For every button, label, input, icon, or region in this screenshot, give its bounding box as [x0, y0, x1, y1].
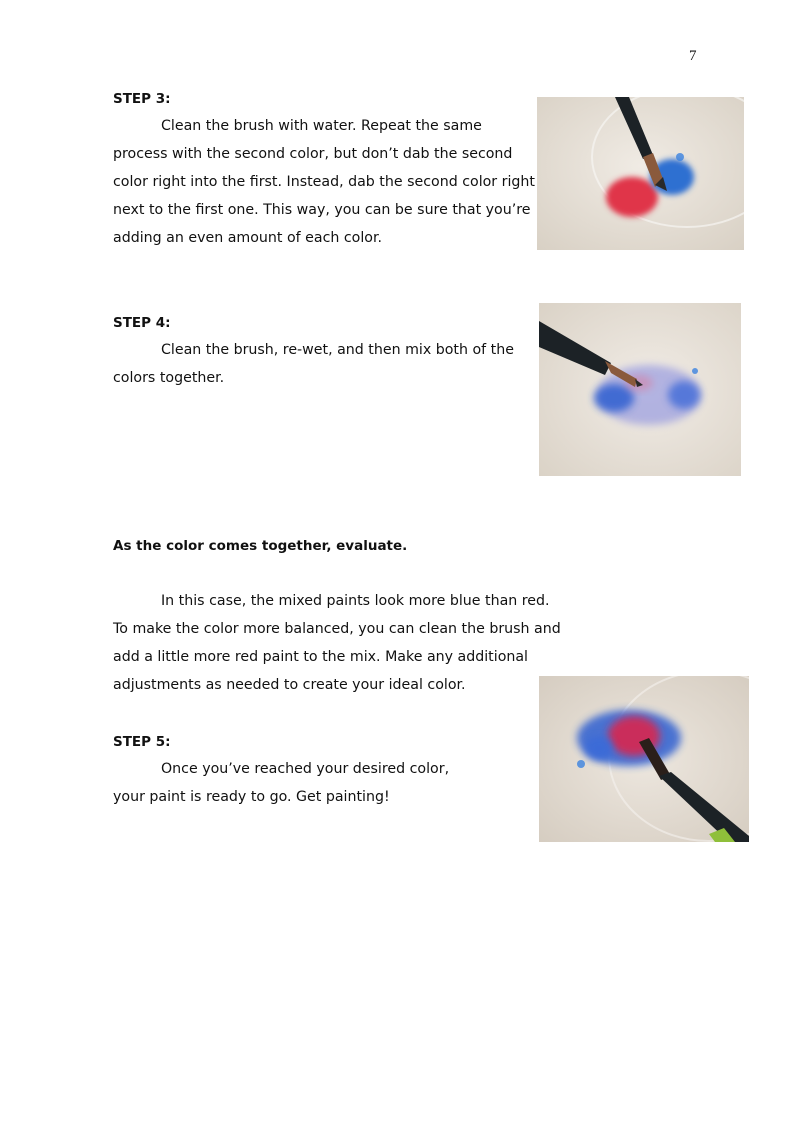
step5-line: Once you’ve reached your desired color,: [161, 761, 450, 777]
step5-line: your paint is ready to go. Get painting!: [113, 789, 390, 805]
step4-line: Clean the brush, re-wet, and then mix both of the: [161, 342, 514, 358]
step5-heading: STEP 5:: [113, 734, 171, 750]
step3-line: Clean the brush with water. Repeat the same: [161, 118, 482, 134]
page-number: 7: [689, 48, 697, 64]
evaluate-heading: As the color comes together, evaluate.: [113, 538, 408, 554]
evaluate-line: adjustments as needed to create your ideal color.: [113, 677, 466, 693]
step4-line: colors together.: [113, 370, 225, 386]
evaluate-line: To make the color more balanced, you can clean the brush and: [113, 621, 561, 637]
step3-paragraph: [113, 112, 535, 252]
evaluate-paragraph: [113, 587, 561, 699]
step3-photo: [537, 97, 744, 250]
evaluate-line: In this case, the mixed paints look more blue than red.: [161, 593, 550, 609]
step3-line: adding an even amount of each color.: [113, 230, 383, 246]
step3-line: color right into the first. Instead, dab the second color right: [113, 174, 535, 190]
step4-photo: [539, 303, 741, 476]
step5-paragraph: [113, 755, 449, 811]
step5-photo: [539, 676, 749, 842]
step3-line: next to the first one. This way, you can be sure that you’re: [113, 202, 531, 218]
evaluate-line: add a little more red paint to the mix. Make any additional: [113, 649, 528, 665]
step3-heading: STEP 3:: [113, 91, 171, 107]
step4-heading: STEP 4:: [113, 315, 171, 331]
step4-paragraph: [113, 336, 514, 392]
step3-line: process with the second color, but don’t dab the second: [113, 146, 513, 162]
